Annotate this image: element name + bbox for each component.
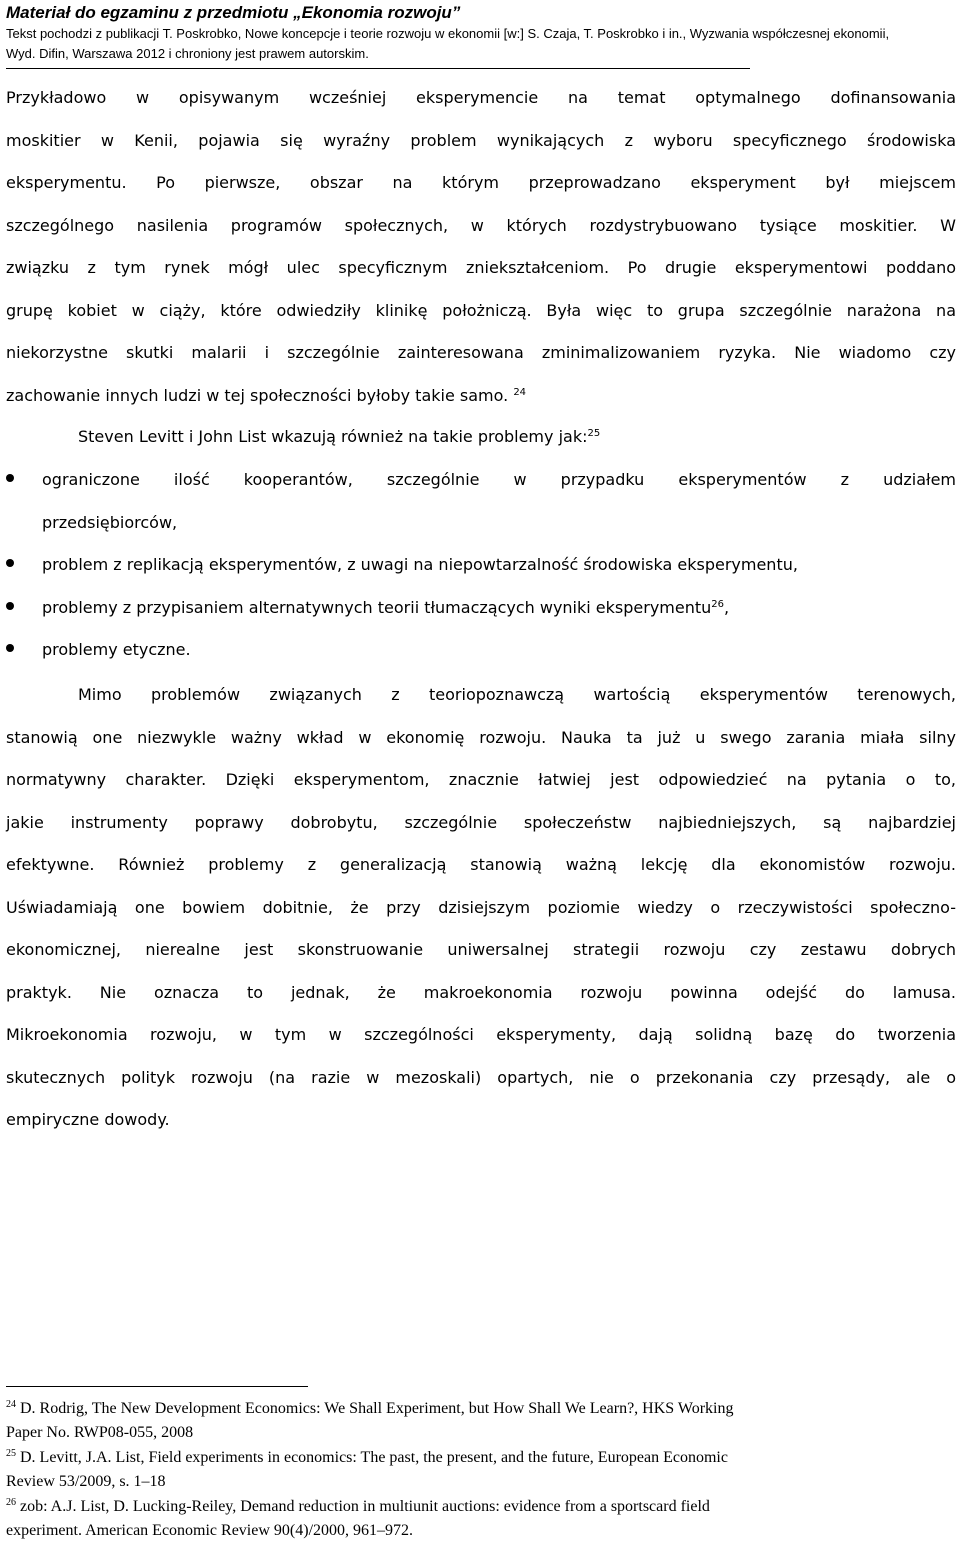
paragraph-1: [6, 77, 956, 417]
list-item-punctuation: ,: [724, 597, 730, 617]
bullet-icon: [6, 602, 14, 610]
footnote-text-line-2: Review 53/2009, s. 1–18: [6, 1473, 166, 1490]
paragraph-2-line: Mimo problemów związanych z teoriopoznawczą wartością eksperymentów terenowych,: [78, 685, 956, 704]
bullet-icon: [6, 559, 14, 567]
footnote-number: 24: [6, 1399, 16, 1410]
paragraph-2-line: Mikroekonomia rozwoju, w tym w szczególności eksperymenty, dają solidną bazę do tworzenia: [6, 1025, 956, 1044]
footnote-ref-25[interactable]: 25: [587, 428, 601, 439]
paragraph-1-line: związku z tym rynek mógł ulec specyficznym zniekształceniom. Po drugie eksperymentowi poddano: [6, 258, 956, 277]
list-item: [6, 629, 956, 672]
list-item-line-1: ograniczone ilość kooperantów, szczególnie w przypadku eksperymentów z udziałem: [42, 470, 956, 489]
paragraph-2-line: efektywne. Również problemy z generalizacją stanowią ważną lekcję dla ekonomistów rozwoju.: [6, 855, 956, 874]
paragraph-2-line: skutecznych polityk rozwoju (na razie w mezoskali) opartych, nie o przekonania czy przesądy, ale o: [6, 1067, 956, 1087]
list-item-line-1: problem z replikacją eksperymentów, z uwagi na niepowtarzalność środowiska eksperymentu,: [42, 555, 798, 574]
footnote-24: [6, 1397, 956, 1445]
footnote-number: 25: [6, 1448, 16, 1459]
list-item: [6, 459, 956, 544]
paragraph-2-line: praktyk. Nie oznacza to jednak, że makroekonomia rozwoju powinna odejść do lamusa.: [6, 982, 956, 1002]
paragraph-2-line: normatywny charakter. Dzięki eksperymentom, znacznie łatwiej jest odpowiedzieć na pytania o to,: [6, 770, 956, 789]
bullet-icon: [6, 644, 14, 652]
paragraph-2-line: empiryczne dowody.: [6, 1110, 170, 1129]
paragraph-1-line: szczególnego nasilenia programów społecznych, w których rozdystrybuowano tysiące moskitier. W: [6, 215, 956, 235]
header-source-line-2: Wyd. Difin, Warszawa 2012 i chroniony jest prawem autorskim.: [6, 46, 369, 61]
footnote-ref-26[interactable]: 26: [711, 598, 725, 610]
paragraph-2-line: ekonomicznej, nierealne jest skonstruowanie uniwersalnej strategii rozwoju czy zestawu dobrych: [6, 940, 956, 959]
list-item: [6, 544, 956, 587]
header-title: Materiał do egzaminu z przedmiotu „Ekonomia rozwoju”: [6, 3, 461, 22]
list-item-line-1: problemy z przypisaniem alternatywnych teorii tłumaczących wyniki eksperymentu: [42, 597, 712, 617]
footnote-divider: [6, 1386, 308, 1387]
header-divider: [6, 68, 750, 69]
paragraph-1-line: eksperymentu. Po pierwsze, obszar na którym przeprowadzano eksperyment był miejscem: [6, 173, 956, 192]
paragraph-2-line: jakie instrumenty poprawy dobrobytu, szczególnie społeczeństw najbiedniejszych, są najbardziej: [6, 812, 956, 832]
footnote-text-line-2: Paper No. RWP08-055, 2008: [6, 1424, 194, 1441]
page-header: [6, 0, 956, 64]
footnote-text-line-1: zob: A.J. List, D. Lucking-Reiley, Demand reduction in multiunit auctions: evidence from a sportscard field: [20, 1498, 710, 1515]
footnote-text-line-1: D. Rodrig, The New Development Economics: We Shall Experiment, but How Shall We Learn?, HKS Working: [20, 1400, 734, 1417]
list-item: [6, 587, 956, 630]
paragraph-2-line: Uświadamiają one bowiem dobitnie, że przy dzisiejszym poziomie wiedzy o rzeczywistości społeczno-: [6, 897, 956, 917]
footnote-number: 26: [6, 1497, 16, 1508]
list-item-line-1: problemy etyczne.: [42, 640, 191, 659]
list-item-line-2: przedsiębiorców,: [42, 512, 178, 532]
paragraph-1-line: moskitier w Kenii, pojawia się wyraźny problem wynikających z wyboru specyficznego środowiska: [6, 130, 956, 150]
footnote-26: [6, 1495, 956, 1543]
paragraph-1-last-line: [6, 375, 956, 418]
header-source-line-1: Tekst pochodzi z publikacji T. Poskrobko, Nowe koncepcje i teorie rozwoju w ekonomii [w:] S. Czaja, T. Poskrobko i in., Wyzwania współczesnej ekonomii,: [6, 26, 890, 41]
footnote-text-line-1: D. Levitt, J.A. List, Field experiments in economics: The past, the present, and the future, European Economic: [20, 1449, 728, 1466]
paragraph-1-line: zachowanie innych ludzi w tej społeczności byłoby takie samo.: [6, 385, 509, 405]
paragraph-2: [6, 674, 956, 1142]
paragraph-1-line: niekorzystne skutki malarii i szczególnie zainteresowana zminimalizowaniem ryzyka. Nie wiadomo czy: [6, 343, 956, 362]
paragraph-1-line: grupę kobiet w ciąży, które odwiedziły klinikę położniczą. Była więc to grupa szczególnie narażona na: [6, 300, 956, 320]
footnote-text-line-2: experiment. American Economic Review 90(4)/2000, 961–972.: [6, 1522, 414, 1539]
bullet-icon: [6, 474, 14, 482]
paragraph-2-line: stanowią one niezwykle ważny wkład w ekonomię rozwoju. Nauka ta już u swego zarania miała silny: [6, 727, 956, 747]
footnote-ref-24[interactable]: 24: [513, 386, 527, 398]
footnote-25: [6, 1446, 956, 1494]
problems-list: [6, 459, 956, 672]
problems-intro: [6, 416, 956, 459]
problems-intro-text: Steven Levitt i John List wkazują również na takie problemy jak:: [78, 427, 588, 446]
paragraph-1-line: Przykładowo w opisywanym wcześniej eksperymencie na temat optymalnego dofinansowania: [6, 88, 956, 107]
